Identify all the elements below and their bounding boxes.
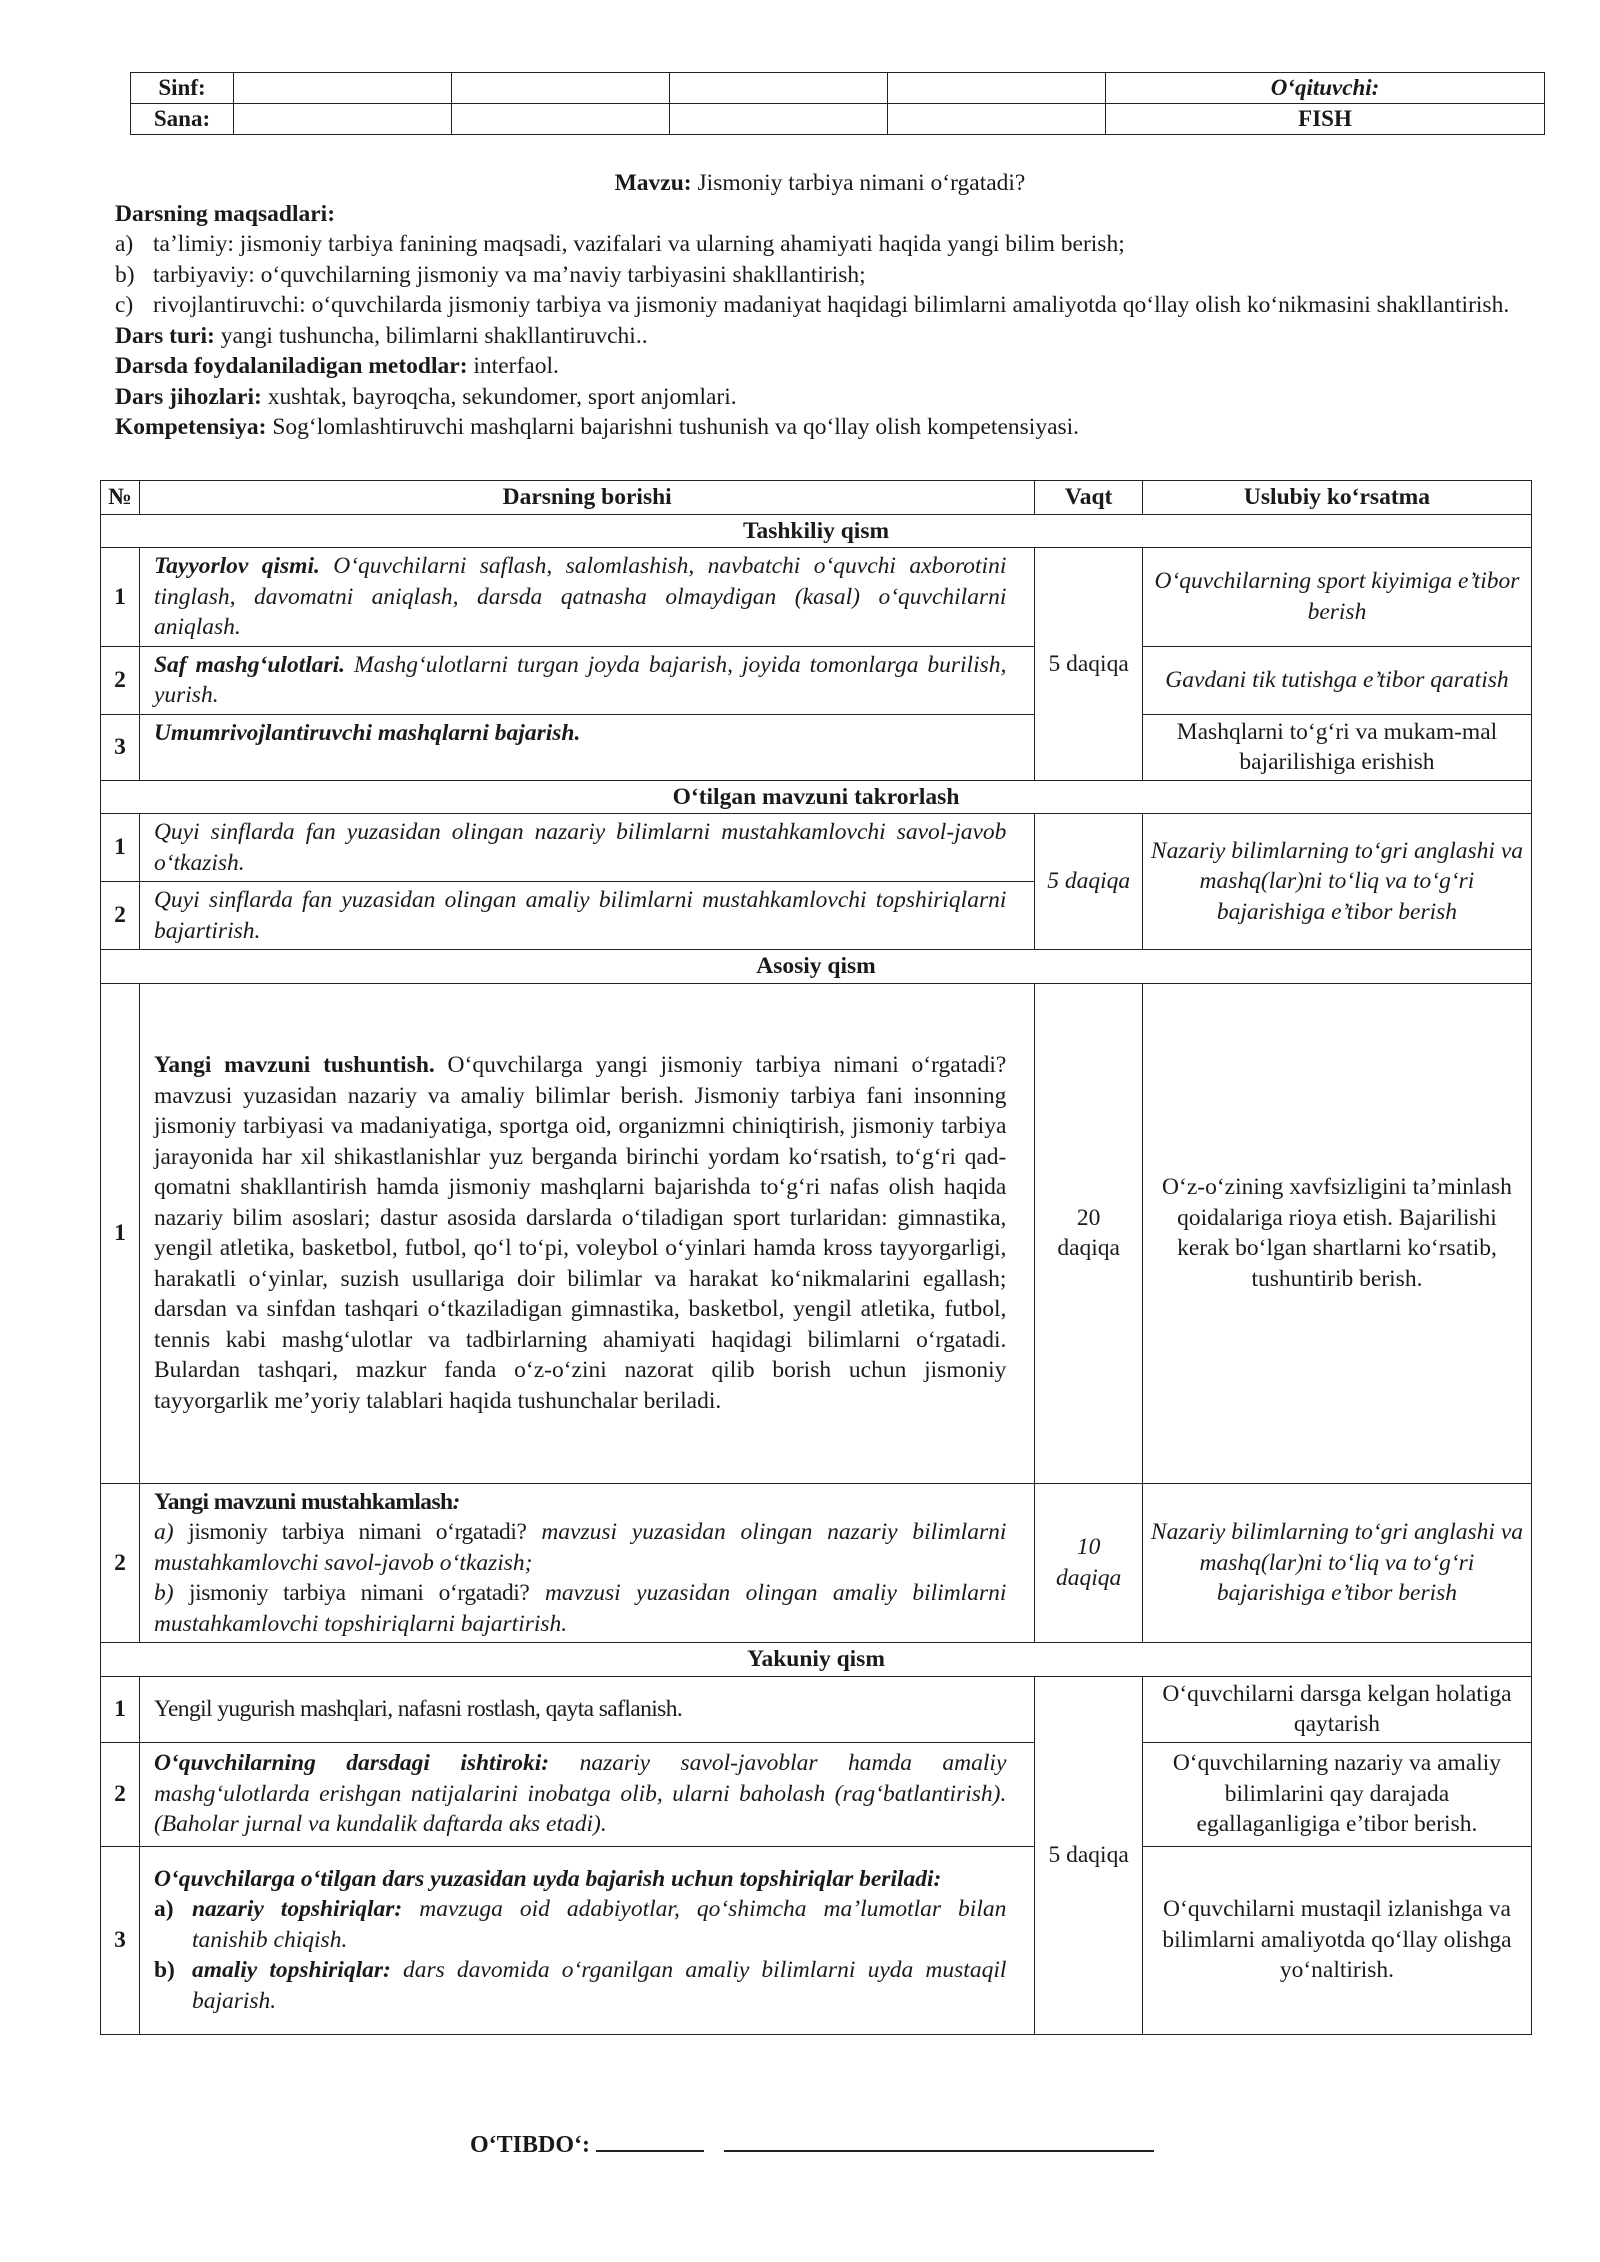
competence-line xyxy=(115,412,1525,443)
row-content xyxy=(139,1846,1034,2034)
row-content: Quyi sinflarda fan yuzasidan olingan nazariy bilimlarni mustahkamlovchi savol-javob o‘tkazish. xyxy=(139,814,1034,882)
lesson-type-label: Dars turi: xyxy=(115,322,215,349)
sinf-cell-3 xyxy=(670,73,888,104)
sinf-cell-1 xyxy=(234,73,452,104)
row-subitem xyxy=(154,1517,1006,1578)
table-row xyxy=(101,814,1532,882)
row-number: 1 xyxy=(101,814,140,882)
goal-marker: a) xyxy=(115,231,134,257)
goals-title: Darsning maqsadlari: xyxy=(115,200,336,227)
subitem-text: mavzuga oid adabiyotlar, qo‘shimcha ma’lumotlar bilan tanishib chiqish. xyxy=(191,1896,1007,1953)
section-row xyxy=(101,514,1532,548)
row-note: O‘z-o‘zining xavfsizligini ta’minlash qoidalariga rioya etish. Bajarilishi kerak bo‘lgan shartlarni ko‘rsatib, tushuntirib berish. xyxy=(1142,983,1531,1483)
row-number: 1 xyxy=(101,1676,140,1742)
row-subitem xyxy=(154,1578,1006,1639)
subitem-topic: jismoniy tarbiya nimani o‘rgatadi? xyxy=(188,1519,527,1545)
sana-label: Sana: xyxy=(131,104,234,135)
lesson-intro xyxy=(115,168,1525,443)
header-table xyxy=(130,72,1545,135)
row-content: Quyi sinflarda fan yuzasidan olingan amaliy bilimlarni mustahkamlovchi topshiriqlarni bajartirish. xyxy=(139,882,1034,950)
goal-text: ta’limiy: jismoniy tarbiya fanining maqsadi, vazifalari va ularning ahamiyati haqida yangi bilim berish; xyxy=(153,231,1125,257)
row-text: nazariy savol-javoblar hamda amaliy mashg‘ulotlarda erishgan natijalarini inobatga olib, ularni baholash (rag‘batlantirish). (Baholar jurnal va kundalik daftarda aks etadi). xyxy=(153,1750,1007,1838)
subitem-text: mavzusi yuzasidan olingan amaliy bilimlarni mustahkamlovchi topshiriqlarni bajartirish. xyxy=(153,1580,1007,1637)
col-number-header: № xyxy=(101,481,140,515)
list-item xyxy=(154,1894,1006,1955)
row-time: 5 daqiqa xyxy=(1035,814,1143,950)
signature-line xyxy=(724,2132,1154,2152)
subitem-marker: a) xyxy=(153,1519,174,1545)
fish-label: FISH xyxy=(1106,104,1545,135)
approval-signature xyxy=(470,2132,1154,2159)
lesson-type-text: yangi tushuncha, bilimlarni shakllantiruvchi.. xyxy=(220,322,648,349)
topic-label: Mavzu: xyxy=(614,170,692,196)
goal-item xyxy=(115,229,1525,260)
row-content: Yengil yugurish mashqlari, nafasni rostlash, qayta saflanish. xyxy=(139,1676,1034,1742)
row-lead: Yangi mavzuni mustahkamlash xyxy=(153,1488,453,1515)
goal-marker: c) xyxy=(115,292,134,318)
equipment-label: Dars jihozlari: xyxy=(115,383,262,410)
subitem-marker: b) xyxy=(153,1957,175,1984)
row-content xyxy=(139,1742,1034,1846)
teacher-label: O‘qituvchi: xyxy=(1106,73,1545,104)
row-time: 10 daqiqa xyxy=(1035,1483,1143,1643)
topic-text: Jismoniy tarbiya nimani o‘rgatadi? xyxy=(697,170,1026,196)
col-flow-header: Darsning borishi xyxy=(139,481,1034,515)
date-line xyxy=(596,2132,704,2152)
section-row xyxy=(101,1643,1532,1677)
subitem-lead: amaliy topshiriqlar: xyxy=(191,1957,391,1984)
row-note: O‘quvchilarning sport kiyimiga e’tibor berish xyxy=(1142,548,1531,647)
row-note: O‘quvchilarni mustaqil izlanishga va bilimlarni amaliyotda qo‘llay olishga yo‘naltirish. xyxy=(1142,1846,1531,2034)
table-row xyxy=(101,646,1532,714)
row-number: 2 xyxy=(101,1483,140,1643)
subitem-text: dars davomida o‘rganilgan amaliy bilimlarni uyda mustaqil bajarish. xyxy=(191,1957,1007,2014)
sinf-label: Sinf: xyxy=(131,73,234,104)
col-notes-header: Uslubiy ko‘rsatma xyxy=(1142,481,1531,515)
list-item xyxy=(154,1955,1006,2016)
row-content xyxy=(139,714,1034,780)
homework-list xyxy=(154,1894,1006,2016)
row-time: 20 daqiqa xyxy=(1035,983,1143,1483)
goal-marker: b) xyxy=(115,261,135,288)
col-time-header: Vaqt xyxy=(1035,481,1143,515)
row-note: O‘quvchilarning nazariy va amaliy bilimlarini qay darajada egallaganligiga e’tibor berish. xyxy=(1142,1742,1531,1846)
table-row xyxy=(101,714,1532,780)
methods-text: interfaol. xyxy=(473,353,559,379)
table-row xyxy=(101,1483,1532,1643)
sinf-cell-4 xyxy=(888,73,1106,104)
equipment-line xyxy=(115,382,1525,413)
sana-cell-1 xyxy=(234,104,452,135)
row-text: Mashg‘ulotlarni turgan joyda bajarish, joyida tomonlarga burilish, yurish. xyxy=(153,651,1007,708)
row-number: 2 xyxy=(101,646,140,714)
table-row xyxy=(101,548,1532,647)
subitem-marker: b) xyxy=(153,1580,174,1606)
table-row xyxy=(101,983,1532,1483)
row-lead: Saf mashg‘ulotlari. xyxy=(153,651,346,678)
row-content xyxy=(139,1483,1034,1643)
row-lead-colon: : xyxy=(452,1488,461,1515)
goal-item xyxy=(115,260,1525,291)
section-title: Yakuniy qism xyxy=(101,1643,1532,1677)
equipment-text: xushtak, bayroqcha, sekundomer, sport anjomlari. xyxy=(267,383,737,410)
table-header-row xyxy=(101,481,1532,515)
row-text: O‘quvchilarni saflash, salomlashish, navbatchi o‘quvchi axborotini tinglash, davomatni aniqlash, darsda qatnasha olmaydigan (kasal) o‘quvchilarni aniqlash. xyxy=(153,553,1007,640)
row-time: 5 daqiqa xyxy=(1035,548,1143,781)
row-note: O‘quvchilarni darsga kelgan holatiga qaytarish xyxy=(1142,1676,1531,1742)
row-note: Nazariy bilimlarning to‘gri anglashi va mashq(lar)ni to‘liq va to‘g‘ri bajarishiga e’tibor berish xyxy=(1142,1483,1531,1643)
row-number: 1 xyxy=(101,983,140,1483)
row-heading xyxy=(154,1487,1006,1518)
row-number: 2 xyxy=(101,1742,140,1846)
lesson-type-line xyxy=(115,321,1525,352)
table-row xyxy=(101,1742,1532,1846)
goal-text: rivojlantiruvchi: o‘quvchilarda jismoniy tarbiya va jismoniy madaniyat haqidagi bilimlarni amaliyotda qo‘llay olish ko‘nikmasini shakllantirish. xyxy=(153,292,1510,318)
row-number: 3 xyxy=(101,1846,140,2034)
row-content xyxy=(139,646,1034,714)
approval-label: O‘TIBDO‘: xyxy=(470,2132,590,2158)
subitem-text: mavzusi yuzasidan olingan nazariy bilimlarni mustahkamlovchi savol-javob o‘tkazish; xyxy=(153,1519,1007,1576)
goal-text: tarbiyaviy: o‘quvchilarning jismoniy va ma’naviy tarbiyasini shakllantirish; xyxy=(153,261,866,288)
subitem-topic: jismoniy tarbiya nimani o‘rgatadi? xyxy=(189,1580,530,1606)
methods-label: Darsda foydalaniladigan metodlar: xyxy=(115,353,468,379)
methods-line xyxy=(115,351,1525,382)
row-content xyxy=(139,548,1034,647)
sinf-cell-2 xyxy=(452,73,670,104)
row-lead: O‘quvchilarga o‘tilgan dars yuzasidan uyda bajarish uchun topshiriqlar beriladi: xyxy=(153,1865,942,1892)
table-row xyxy=(101,1676,1532,1742)
lesson-flow-table xyxy=(100,480,1532,2035)
row-lead: Umumrivojlantiruvchi mashqlarni bajarish. xyxy=(153,719,581,746)
row-note: Gavdani tik tutishga e’tibor qaratish xyxy=(1142,646,1531,714)
row-lead: Yangi mavzuni tushuntish. xyxy=(153,1052,435,1078)
topic-line xyxy=(115,168,1525,199)
row-lead: O‘quvchilarning darsdagi ishtiroki: xyxy=(153,1750,550,1777)
section-title: O‘tilgan mavzuni takrorlash xyxy=(101,780,1532,814)
row-text: O‘quvchilarga yangi jismoniy tarbiya nimani o‘rgatadi? mavzusi yuzasidan nazariy va amaliy bilimlar berish. Jismoniy tarbiya fani insonning jismoniy tarbiyasi va madaniyatiga, sportga oid, organizmni chiniqtirish, jismoniy tarbiya jarayonida har xil shikastlanishlar yuz berganda birinchi yordam ko‘rsatish, to‘g‘ri qad-qomatni shakllantirish hamda jismoniy mashqlarni bajarishda to‘g‘ri nafas olish haqida nazariy bilim asoslari; dastur asosida darslarda o‘tiladigan sport turlaridan: gimnastika, yengil atletika, basketbol, futbol, qo‘l to‘pi, voleybol o‘yinlari hamda kross tayyorgarligi, harakatli o‘yinlar, suzish usullariga doir bilimlar va harakat ko‘nikmalarini egallash; darsdan va sinfdan tashqari o‘tkaziladigan gimnastika, basketbol, yengil atletika, futbol, tennis kabi mashg‘ulotlar va tadbirlarning ahamiyati haqidagi bilimlarni o‘rgatadi. Bulardan tashqari, mazkur fanda o‘z-o‘zini nazorat qilib borish uchun jismoniy tayyorgarlik me’yoriy talablari haqida tushunchalar beriladi. xyxy=(153,1052,1007,1414)
row-time: 5 daqiqa xyxy=(1035,1676,1143,2034)
sana-cell-4 xyxy=(888,104,1106,135)
section-row xyxy=(101,780,1532,814)
row-content xyxy=(139,983,1034,1483)
subitem-marker: a) xyxy=(153,1896,174,1923)
row-lead: Tayyorlov qismi. xyxy=(153,553,320,579)
competence-label: Kompetensiya: xyxy=(115,414,267,440)
row-note: Mashqlarni to‘g‘ri va mukam-mal bajarilishiga erishish xyxy=(1142,714,1531,780)
section-title: Tashkiliy qism xyxy=(101,514,1532,548)
sana-cell-2 xyxy=(452,104,670,135)
competence-text: Sog‘lomlashtiruvchi mashqlarni bajarishni tushunish va qo‘llay olish kompetensiyasi. xyxy=(272,414,1080,440)
row-number: 2 xyxy=(101,882,140,950)
section-row xyxy=(101,950,1532,984)
goal-item xyxy=(115,290,1525,321)
row-note: Nazariy bilimlarning to‘gri anglashi va mashq(lar)ni to‘liq va to‘g‘ri bajarishiga e’tibor berish xyxy=(1142,814,1531,950)
subitem-lead: nazariy topshiriqlar: xyxy=(191,1896,403,1923)
section-title: Asosiy qism xyxy=(101,950,1532,984)
table-row xyxy=(101,1846,1532,2034)
sana-cell-3 xyxy=(670,104,888,135)
row-number: 1 xyxy=(101,548,140,647)
row-number: 3 xyxy=(101,714,140,780)
